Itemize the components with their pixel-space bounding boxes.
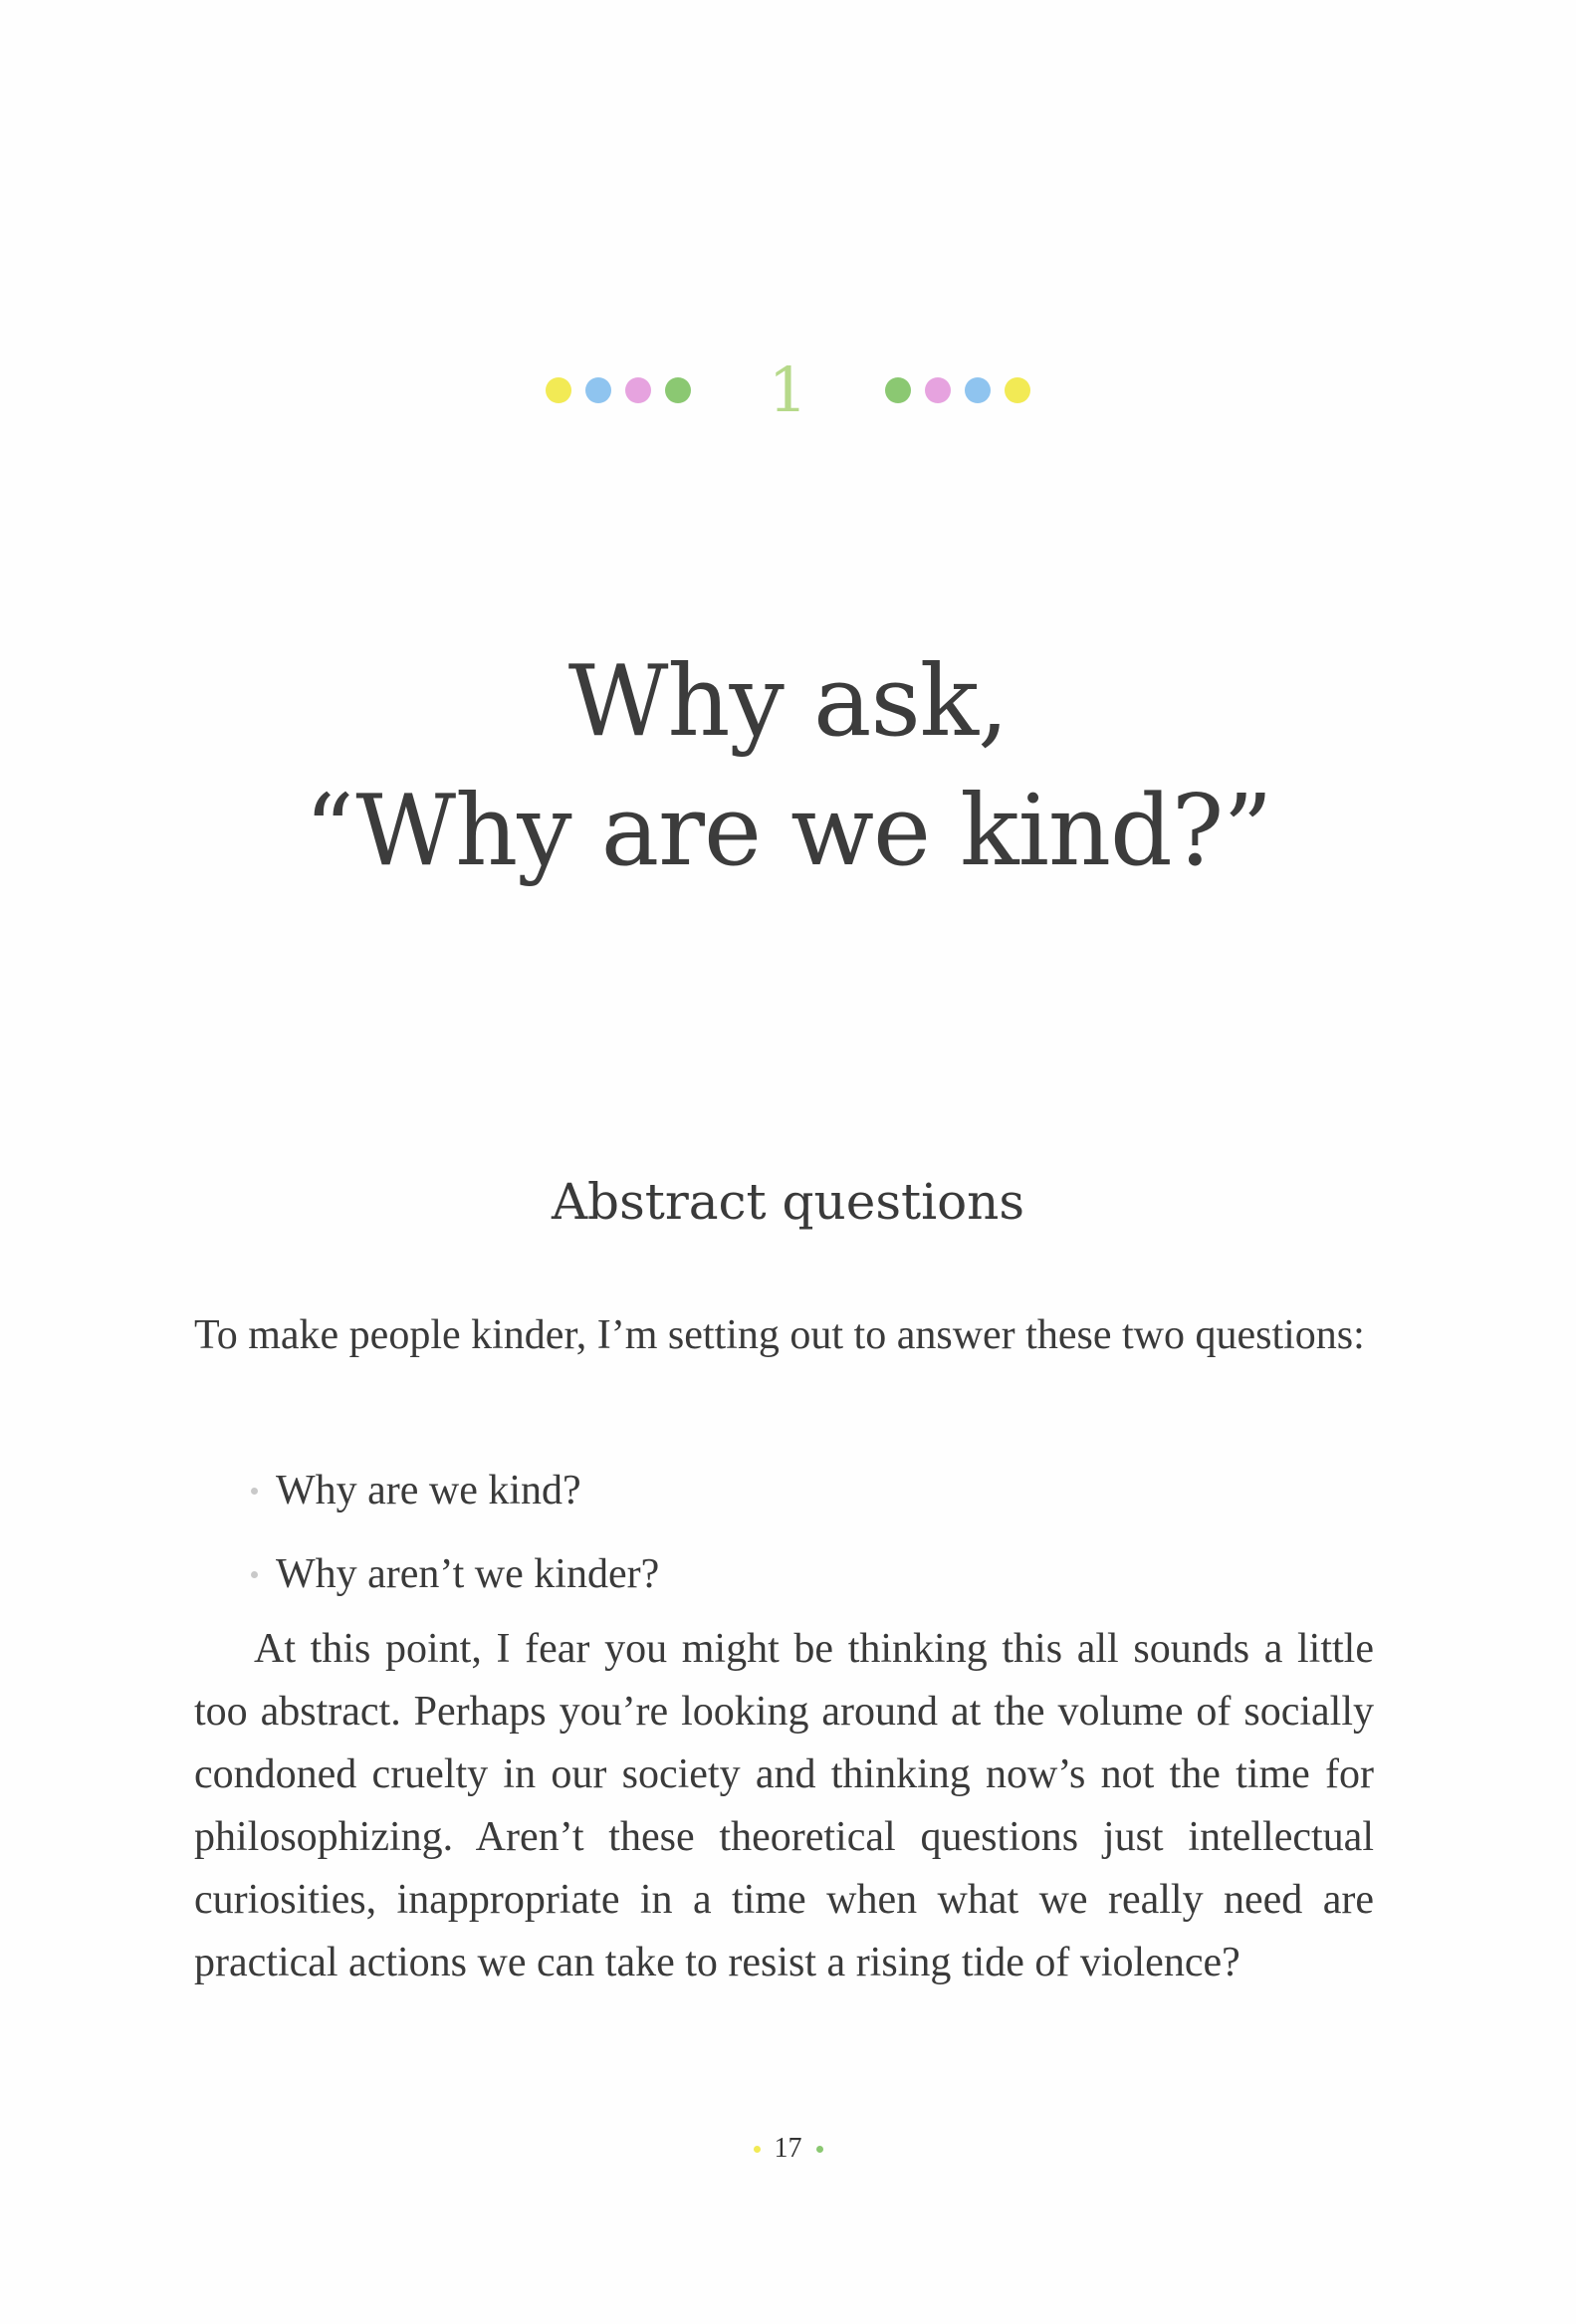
page-number: 17 [774,2133,802,2164]
list-item [251,1449,659,1532]
folio-left-dot-icon [754,2146,761,2153]
bullet-dot-icon [251,1571,258,1578]
pink-dot-icon [925,377,951,403]
pink-dot-icon [625,377,651,403]
folio-right-dot-icon [816,2146,823,2153]
body-paragraph: At this point, I fear you might be thinking this all sounds a little too abstract. Perhaps you’re looking around at the volume of socially condoned cruelty in our society and thinking now’s not the time for philosophizing. Aren’t these theoretical questions just intellectual curiosities, inappropriate in a time when what we really need are practical actions we can take to resist a rising tide of violence? [194,1626,1374,1985]
blue-dot-icon [965,377,991,403]
yellow-dot-icon [546,377,571,403]
question-list [251,1449,659,1616]
chapter-number-row [0,350,1576,430]
bullet-dot-icon [251,1488,258,1495]
list-item-text: Why are we kind? [276,1468,581,1513]
intro-paragraph: To make people kinder, I’m setting out to answer these two questions: [194,1312,1365,1358]
section-heading: Abstract questions [551,1173,1025,1231]
green-dot-icon [885,377,911,403]
green-dot-icon [665,377,691,403]
left-dot-ornament [546,377,691,403]
chapter-number: 1 [768,353,808,426]
blue-dot-icon [585,377,611,403]
right-dot-ornament [885,377,1030,403]
page-footer [0,2133,1576,2165]
chapter-title-line-2: “Why are we kind?” [304,775,1272,888]
yellow-dot-icon [1005,377,1030,403]
list-item [251,1532,659,1616]
chapter-title [0,637,1576,896]
list-item-text: Why aren’t we kinder? [276,1551,660,1597]
chapter-title-line-1: Why ask, [567,645,1009,759]
